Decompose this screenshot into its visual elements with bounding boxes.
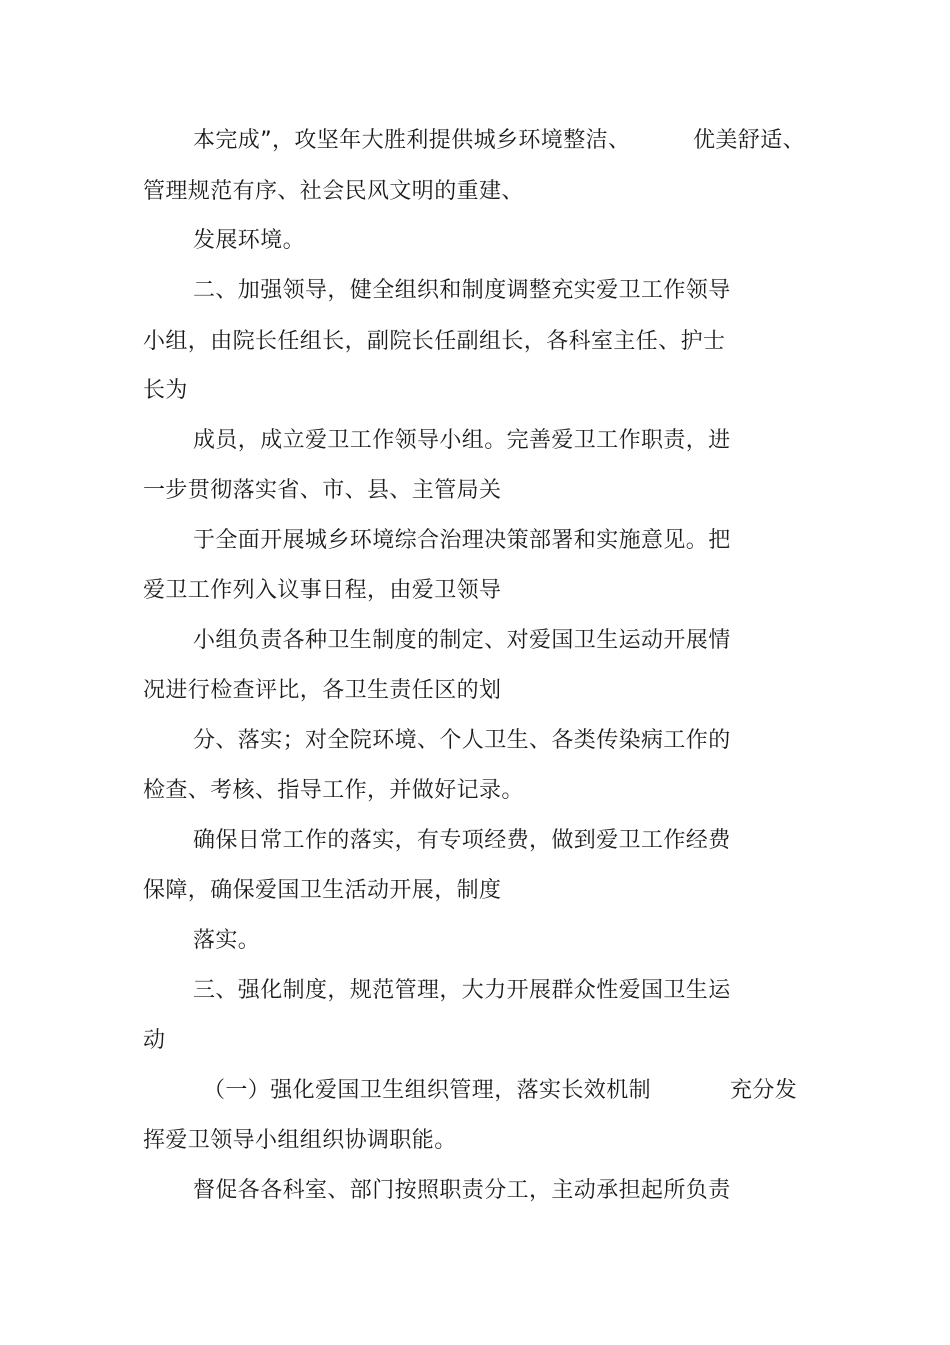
text-segment: （一）强化爱国卫生组织管理，落实长效机制 bbox=[203, 1078, 652, 1103]
text-line: 发展环境。 bbox=[193, 228, 306, 253]
text-line: 管理规范有序、社会民风文明的重建、 bbox=[143, 179, 524, 204]
text-line: 动 bbox=[143, 1028, 166, 1053]
text-line: 挥爱卫领导小组组织协调职能。 bbox=[143, 1128, 457, 1153]
text-line: 于全面开展城乡环境综合治理决策部署和实施意见。把 bbox=[193, 528, 731, 553]
text-line: 落实。 bbox=[193, 928, 261, 953]
text-line: 检查、考核、指导工作，并做好记录。 bbox=[143, 778, 524, 803]
text-line: 确保日常工作的落实，有专项经费，做到爱卫工作经费 bbox=[193, 828, 731, 853]
text-segment: 本完成”，攻坚年大胜利提供城乡环境整洁、 bbox=[193, 128, 631, 153]
text-line bbox=[193, 127, 806, 155]
text-line: 小组，由院长任组长，副院长任副组长，各科室主任、护士 bbox=[143, 329, 726, 354]
text-line: 爱卫工作列入议事日程，由爱卫领导 bbox=[143, 578, 502, 603]
text-line bbox=[203, 1077, 798, 1105]
text-segment: 充分发 bbox=[730, 1078, 798, 1103]
text-line: 二、加强领导，健全组织和制度调整充实爱卫工作领导 bbox=[193, 278, 731, 303]
text-line: 长为 bbox=[143, 378, 188, 403]
text-line: 三、强化制度，规范管理，大力开展群众性爱国卫生运 bbox=[193, 978, 731, 1003]
text-line: 小组负责各种卫生制度的制定、对爱国卫生运动开展情 bbox=[193, 628, 731, 653]
text-line: 督促各各科室、部门按照职责分工，主动承担起所负责 bbox=[193, 1178, 731, 1203]
text-line: 一步贯彻落实省、市、县、主管局关 bbox=[143, 478, 502, 503]
text-line: 成员，成立爱卫工作领导小组。完善爱卫工作职责，进 bbox=[193, 428, 731, 453]
text-line: 分、落实；对全院环境、个人卫生、各类传染病工作的 bbox=[193, 728, 731, 753]
text-line: 况进行检查评比，各卫生责任区的划 bbox=[143, 678, 502, 703]
text-segment: 优美舒适、 bbox=[693, 128, 806, 153]
text-line: 保障，确保爱国卫生活动开展，制度 bbox=[143, 878, 502, 903]
